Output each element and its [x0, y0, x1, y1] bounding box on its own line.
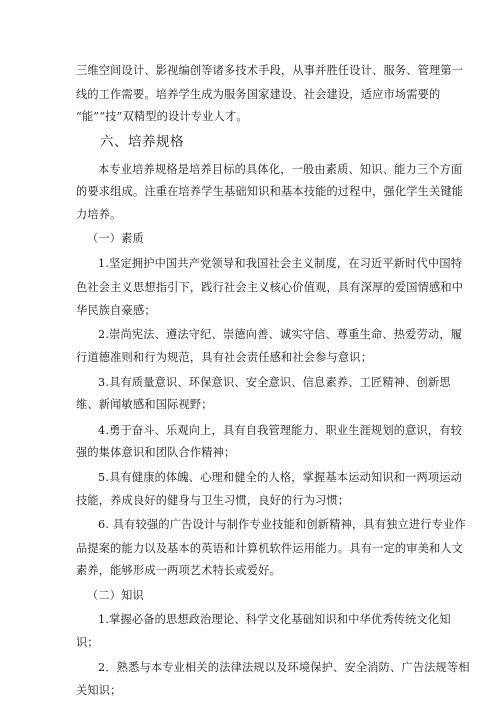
knowledge-item-1-line-2: 识；: [76, 636, 99, 649]
quality-item-4-line-1: 4.勇于奋斗、乐观向上，具有自我管理能力、职业生涯规划的意识，有较: [98, 424, 463, 437]
quality-item-6-line-2: 品提案的能力以及基本的英语和计算机软件运用能力。具有一定的审美和人文: [76, 542, 464, 555]
knowledge-item-2-line-2: 关知识；: [76, 684, 122, 697]
section-title: 六、培养规格: [100, 134, 184, 150]
intro-line-3: “能”“技”双精型的设计专业人才。: [76, 110, 248, 123]
quality-item-6-line-1: 6. 具有较强的广告设计与制作专业技能和创新精神，具有独立进行专业作: [98, 518, 466, 531]
quality-item-1-line-2: 色社会主义思想指引下，践行社会主义核心价值观，具有深厚的爱国情感和中: [76, 281, 464, 294]
quality-item-5-line-2: 技能，养成良好的健身与卫生习惯，良好的行为习惯；: [76, 494, 350, 507]
quality-item-6-line-3: 素养，能够形成一两项艺术特长或爱好。: [76, 564, 281, 577]
quality-item-3-line-1: 3.具有质量意识、环保意识、安全意识、信息素养、工匠精神、创新思: [98, 376, 451, 389]
section-intro-line-1: 本专业培养规格是培养目标的具体化，一般由素质、知识、能力三个方面: [98, 163, 463, 176]
subsection-quality-title: （一）素质: [87, 232, 144, 245]
knowledge-item-1-line-1: 1.掌握必备的思想政治理论、科学文化基础知识和中华优秀传统文化知: [98, 613, 451, 626]
quality-item-4-line-2: 强的集体意识和团队合作精神；: [76, 446, 236, 459]
quality-item-1-line-1: 1.坚定拥护中国共产党领导和我国社会主义制度，在习近平新时代中国特: [98, 257, 463, 270]
quality-item-2-line-1: 2.崇尚宪法、遵法守纪、崇德向善、诚实守信、尊重生命、热爱劳动，履: [98, 328, 463, 341]
intro-line-1: 三维空间设计、影视编创等诸多技术手段，从事并胜任设计、服务、管理第一: [76, 64, 464, 77]
quality-item-2-line-2: 行道德准则和行为规范，具有社会责任感和社会参与意识；: [76, 351, 373, 364]
quality-item-1-line-3: 华民族自豪感；: [76, 304, 156, 317]
knowledge-item-2-line-1: 2．熟悉与本专业相关的法律法规以及环境保护、安全消防、广告法规等相: [98, 661, 470, 674]
section-intro-line-3: 力培养。: [76, 208, 122, 221]
quality-item-3-line-2: 维、新闻敏感和国际视野；: [76, 398, 213, 411]
subsection-knowledge-title: （二）知识: [87, 589, 144, 602]
section-intro-line-2: 的要求组成。注重在培养学生基础知识和基本技能的过程中，强化学生关键能: [76, 185, 464, 198]
quality-item-5-line-1: 5.具有健康的体魄、心理和健全的人格，掌握基本运动知识和一两项运动: [98, 471, 463, 484]
intro-line-2: 线的工作需要。培养学生成为服务国家建设、社会建设，适应市场需要的: [76, 88, 441, 101]
